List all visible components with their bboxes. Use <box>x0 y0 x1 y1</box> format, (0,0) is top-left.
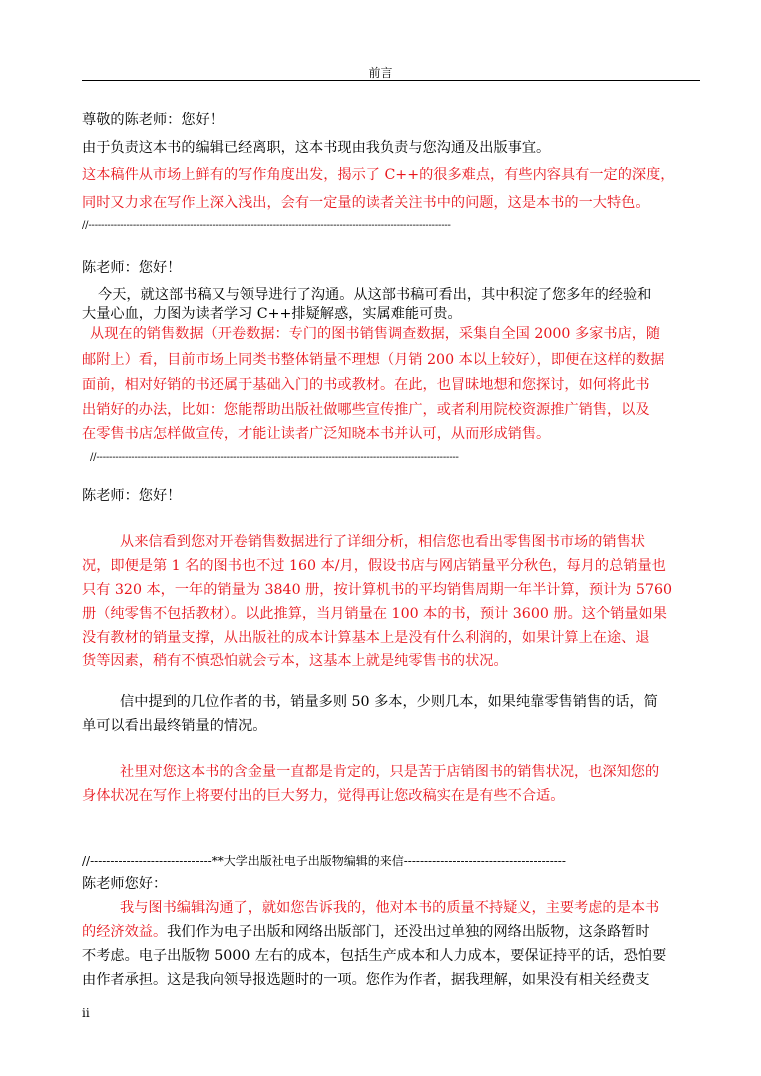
letter-3-line: 身体状况在写作上将要付出的巨大努力，觉得再让您改稿实在是有些不合适。 <box>82 788 565 804</box>
page-number: ii <box>82 1006 90 1020</box>
letter-3-line: 没有教材的销量支撑，从出版社的成本计算基本上是没有什么利润的，如果计算上在途、退 <box>82 630 650 646</box>
letter-3-greeting: 陈老师：您好！ <box>82 488 182 504</box>
letter-2-line: 在零售书店怎样做宣传，才能让读者广泛知晓本书并认可，从而形成销售。 <box>82 426 551 442</box>
letter-4-line: 不考虑。电子出版物 5000 左右的成本，包括生产成本和人力成本，要保证持平的话，恐怕要 <box>82 948 667 964</box>
letter-2-greeting: 陈老师：您好！ <box>82 260 182 276</box>
page-header-title: 前言 <box>368 66 393 80</box>
separator-line: //------------------------------**大学出版社电子出版物编辑的来信---------------------------------------- <box>82 854 566 868</box>
letter-4-line-black-part: 我们作为电子出版和网络出版部门，还没出过单独的网络出版物，这条路暂时 <box>167 924 650 940</box>
letter-4-line: 我与图书编辑沟通了，就如您告诉我的，他对本书的质量不持疑义，主要考虑的是本书 <box>120 900 660 916</box>
letter-1-greeting: 尊敬的陈老师：您好！ <box>82 112 224 128</box>
letter-3-line: 信中提到的几位作者的书，销量多则 50 多本，少则几本，如果纯靠零售销售的话，简 <box>120 694 658 710</box>
letter-4-greeting: 陈老师您好： <box>82 876 168 892</box>
separator-line: //------------------------------------------------------------------------------------------------------------------ <box>90 452 459 463</box>
letter-3-line: 况，即便是第 1 名的图书也不过 160 本/月，假设书店与网店销量平分秋色，每月的总销量也 <box>82 558 666 574</box>
letter-4-line <box>82 922 650 942</box>
letter-1-line: 同时又力求在写作上深入浅出，会有一定量的读者关注书中的问题，这是本书的一大特色。 <box>82 195 650 211</box>
letter-1-line: 这本稿件从市场上鲜有的写作角度出发，揭示了 C++的很多难点，有些内容具有一定的深度， <box>82 167 675 183</box>
letter-3-line: 册（纯零售不包括教材）。以此推算，当月销量在 100 本的书，预计 3600 册。这个销量如果 <box>82 606 667 622</box>
separator-line: //------------------------------------------------------------------------------------------------------------------ <box>82 220 451 231</box>
letter-4-line-red-part: 的经济效益。 <box>82 924 168 940</box>
letter-3-line: 从来信看到您对开卷销售数据进行了详细分析，相信您也看出零售图书市场的销售状 <box>120 534 645 550</box>
letter-3-line: 社里对您这本书的含金量一直都是肯定的，只是苦于店销图书的销售状况，也深知您的 <box>120 764 660 780</box>
letter-3-line: 货等因素，稍有不慎恐怕就会亏本，这基本上就是纯零售书的状况。 <box>82 653 508 669</box>
letter-4-line: 由作者承担。这是我向领导报选题时的一项。您作为作者，据我理解，如果没有相关经费支 <box>82 972 650 988</box>
letter-2-line: 面前，相对好销的书还属于基础入门的书或教材。在此，也冒昧地想和您探讨，如何将此书 <box>82 377 650 393</box>
letter-1-line: 由于负责这本书的编辑已经离职，这本书现由我负责与您沟通及出版事宜。 <box>82 140 551 156</box>
letter-2-line: 大量心血，力图为读者学习 C++排疑解惑，实属难能可贵。 <box>82 306 462 322</box>
letter-3-line: 单可以看出最终销量的情况。 <box>82 718 267 734</box>
header-rule <box>82 80 700 81</box>
letter-2-line: 出销好的办法，比如：您能帮助出版社做哪些宣传推广，或者利用院校资源推广销售，以及 <box>82 402 650 418</box>
letter-3-line: 只有 320 本，一年的销量为 3840 册，按计算机书的平均销售周期一年半计算，预计为 5760 <box>82 582 673 598</box>
letter-2-line: 从现在的销售数据（开卷数据：专门的图书销售调查数据，采集自全国 2000 多家书店，随 <box>90 326 661 342</box>
letter-2-line: 邮附上）看，目前市场上同类书整体销量不理想（月销 200 本以上较好），即便在这样的数据 <box>82 352 665 368</box>
letter-2-line: 今天，就这部书稿又与领导进行了沟通。从这部书稿可看出，其中积淀了您多年的经验和 <box>98 287 652 303</box>
